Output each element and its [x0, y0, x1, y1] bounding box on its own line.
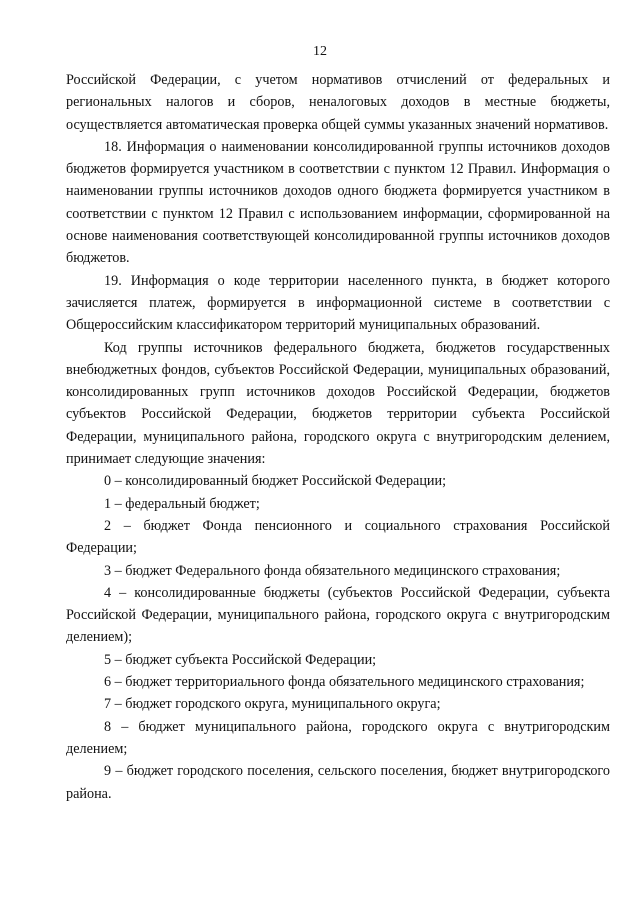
list-item-code-3: 3 – бюджет Федерального фонда обязательного медицинского страхования; — [104, 562, 561, 579]
list-item-code-7: 7 – бюджет городского округа, муниципального округа; — [104, 696, 441, 713]
list-item-code-9: 9 – бюджет городского поселения, сельского поселения, бюджет внутригородского района. — [66, 763, 610, 802]
paragraph-item-19: 19. Информация о коде территории населенного пункта, в бюджет которого зачисляется платеж, формируется в информационной системе в соответствии с Общероссийским классификатором территорий муниципальных образований. — [66, 272, 610, 334]
list-item-code-4: 4 – консолидированные бюджеты (субъектов Российской Федерации, субъекта Российской Федерации, муниципального района, городского округа с внутригородским делением); — [66, 584, 610, 646]
list-item-code-5: 5 – бюджет субъекта Российской Федерации; — [104, 651, 377, 668]
paragraph-item-18: 18. Информация о наименовании консолидированной группы источников доходов бюджетов формируется участником в соответствии с пунктом 12 Правил. Информация о наименовании группы источников доходов одного бюджета формируется участником в соответствии с пунктом 12 Правил с использованием информации, сформированной на основе наименования соответствующей консолидированной группы источников доходов бюджетов. — [66, 138, 610, 267]
page-number: 12 — [313, 44, 327, 59]
paragraph-source-group-codes: Код группы источников федерального бюджета, бюджетов государственных внебюджетных фондов, субъектов Российской Федерации, муниципальных образований, консолидированных групп источников доходов Российской Федерации, бюджетов субъектов Российской Федерации, бюджетов территории субъекта Российской Федерации, муниципального района, городского округа с внутригородским делением, принимает следующие значения: — [66, 339, 610, 468]
list-item-code-2: 2 – бюджет Фонда пенсионного и социального страхования Российской Федерации; — [66, 517, 610, 557]
list-item-code-0: 0 – консолидированный бюджет Российской Федерации; — [104, 473, 447, 490]
list-item-code-8: 8 – бюджет муниципального района, городского округа с внутригородским делением; — [66, 718, 610, 757]
document-body — [66, 69, 610, 805]
list-item-code-6: 6 – бюджет территориального фонда обязательного медицинского страхования; — [104, 674, 585, 691]
list-item-code-1: 1 – федеральный бюджет; — [104, 495, 260, 512]
paragraph-continuation: Российской Федерации, с учетом нормативов отчислений от федеральных и региональных налогов и сборов, неналоговых доходов в местные бюджеты, осуществляется автоматическая проверка общей суммы указанных значений нормативов. — [66, 72, 610, 133]
